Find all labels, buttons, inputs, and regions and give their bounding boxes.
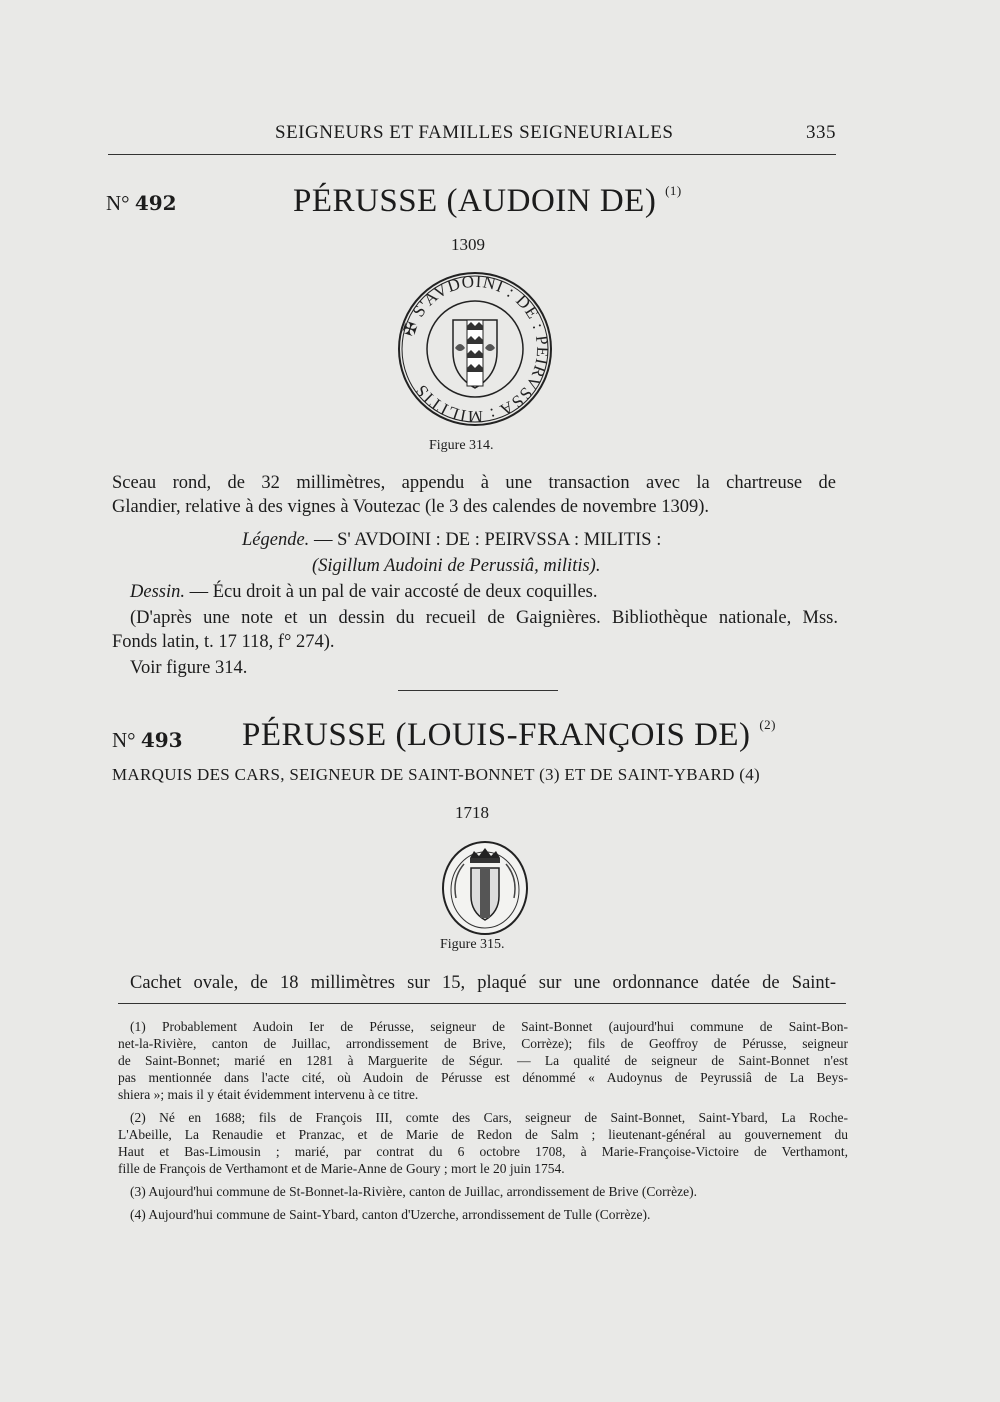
oval-seal-image: [440, 838, 530, 938]
legend-line: [242, 528, 661, 552]
footnote-line: (4) Aujourd'hui commune de Saint-Ybard, canton d'Uzerche, arrondissement de Tulle (Corrèze).: [130, 1207, 651, 1222]
entry-date: 1309: [451, 235, 485, 254]
drawing-label: Dessin.: [130, 582, 185, 602]
legend-text: — S' AVDOINI : DE : PEIRVSSA : MILITIS :: [313, 530, 662, 550]
running-head-title: SEIGNEURS ET FAMILLES SEIGNEURIALES: [275, 122, 674, 143]
legend-translation: (Sigillum Audoini de Perussiâ, militis).: [312, 556, 601, 576]
footnote-line: (2) Né en 1688; fils de François III, comte des Cars, seigneur de Saint-Bonnet, Saint-Ybard, La Roche-: [130, 1110, 848, 1125]
header-rule: [108, 154, 836, 155]
drawing-line: [130, 580, 598, 604]
entry-heading: [242, 717, 776, 754]
footnote-line: (3) Aujourd'hui commune de St-Bonnet-la-Rivière, canton de Juillac, arrondissement de Brive (Corrèze).: [130, 1184, 698, 1199]
seal-description-line: Glandier, relative à des vignes à Voutezac (le 3 des calendes de novembre 1309).: [112, 497, 710, 517]
entry-number-value: 492: [134, 191, 177, 215]
entry-subheading: MARQUIS DES CARS, SEIGNEUR DE SAINT-BONNET (3) ET DE SAINT-YBARD (4): [112, 765, 761, 784]
entry-heading-text: PÉRUSSE (LOUIS-FRANÇOIS DE): [242, 717, 751, 753]
entry-date: 1718: [455, 803, 489, 822]
see-figure: Voir figure 314.: [130, 658, 248, 678]
footnote-line: pas mentionnée dans l'acte cité, où Audoin de Pérusse est dénommé « Audoynus de Peyrussiâ de La Beys-: [118, 1070, 848, 1085]
entry-heading: [293, 183, 682, 220]
entry-number: [112, 728, 183, 753]
entry-number-prefix: N°: [112, 728, 136, 752]
entry-number-prefix: N°: [106, 191, 130, 215]
figure-caption: Figure 315.: [440, 937, 505, 952]
seal-description-line: Cachet ovale, de 18 millimètres sur 15, plaqué sur une ordonnance datée de Saint-: [130, 973, 836, 993]
figure-caption: Figure 314.: [429, 438, 494, 453]
page-number: 335: [806, 122, 836, 143]
seal-inscription: ✠ S'AVDOINI : DE : PEIRVSSA : MILITIS: [399, 271, 553, 427]
footnote-line: shiera »; mais il y était évidemment intervenu à ce titre.: [118, 1087, 419, 1102]
footnote-rule: [118, 1003, 846, 1004]
source-line: Fonds latin, t. 17 118, f° 274).: [112, 632, 335, 652]
entry-separator: [398, 690, 558, 691]
entry-number-value: 493: [140, 728, 183, 752]
legend-label: Légende.: [242, 530, 310, 550]
footnote-ref: (2): [759, 717, 776, 732]
footnote-line: fille de François de Verthamont et de Marie-Anne de Goury ; mort le 20 juin 1754.: [118, 1161, 565, 1176]
seal-description-line: Sceau rond, de 32 millimètres, appendu à une transaction avec la chartreuse de: [112, 473, 836, 493]
drawing-text: — Écu droit à un pal de vair accosté de deux coquilles.: [189, 582, 598, 602]
entry-heading-text: PÉRUSSE (AUDOIN DE): [293, 183, 657, 219]
footnote-line: Haut et Bas-Limousin ; marié, par contrat du 6 octobre 1708, à Marie-Françoise-Victoire de Verthamont,: [118, 1144, 848, 1159]
footnote-line: net-la-Rivière, canton de Juillac, arrondissement de Brive, Corrèze); fils de Geoffroy de Pérusse, seigneur: [118, 1036, 848, 1051]
footnote-line: (1) Probablement Audoin Ier de Pérusse, seigneur de Saint-Bonnet (aujourd'hui commune de Saint-Bon-: [130, 1019, 848, 1034]
footnote-ref: (1): [665, 183, 682, 198]
source-line: (D'après une note et un dessin du recueil de Gaignières. Bibliothèque nationale, Mss.: [130, 608, 838, 628]
entry-number: [106, 191, 177, 216]
round-seal-image: [395, 270, 555, 428]
footnote-line: L'Abeille, La Renaudie et Pranzac, et de Marie de Redon de Salm ; lieutenant-général au gouvernement du: [118, 1127, 848, 1142]
footnote-line: de Saint-Bonnet; marié en 1281 à Marguerite de Ségur. — La qualité de seigneur de Saint-Bonnet n'est: [118, 1053, 848, 1068]
